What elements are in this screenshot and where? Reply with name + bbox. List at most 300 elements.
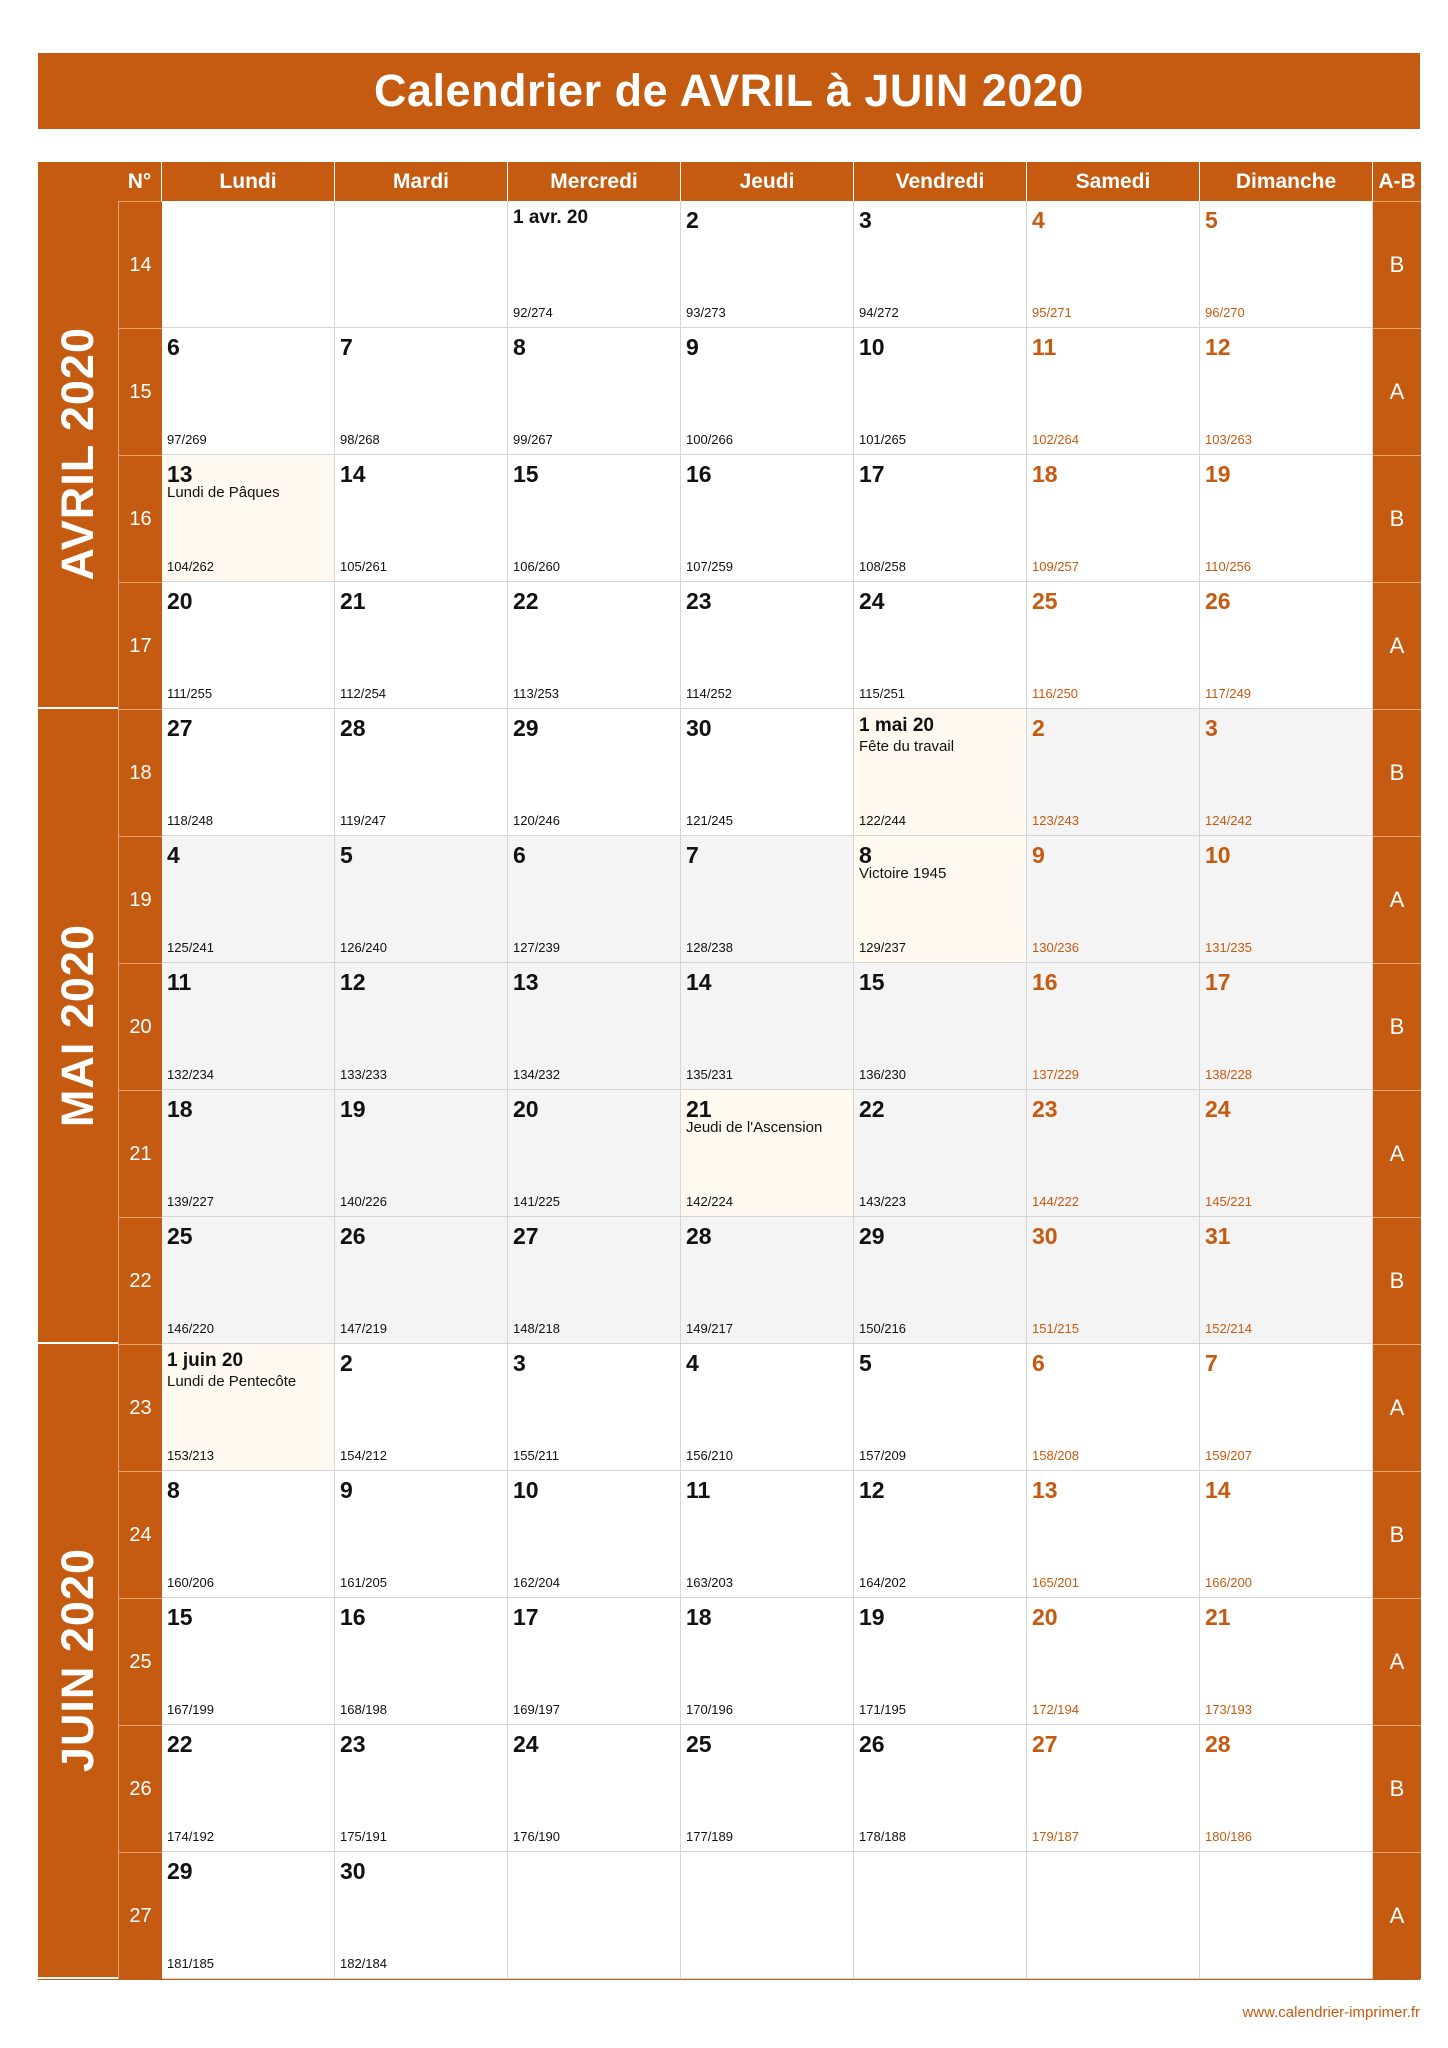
day-number: 30	[340, 1858, 366, 1884]
day-number: 20	[1032, 1604, 1058, 1630]
day-number: 25	[1032, 588, 1058, 614]
day-cell	[335, 836, 508, 963]
day-number: 22	[167, 1731, 193, 1757]
day-ordinal: 142/224	[686, 1194, 733, 1209]
header-week-number: N°	[118, 162, 162, 201]
day-number: 23	[1032, 1096, 1058, 1122]
day-ordinal: 136/230	[859, 1067, 906, 1082]
day-ordinal: 117/249	[1205, 686, 1252, 701]
month-label: AVRIL 2020	[52, 327, 103, 581]
day-number: 26	[340, 1223, 366, 1249]
day-cell	[1200, 709, 1373, 836]
ab-week-marker: A	[1373, 1090, 1421, 1217]
week-number: 21	[118, 1090, 162, 1217]
day-number: 1 mai 20	[859, 715, 934, 736]
day-ordinal: 166/200	[1205, 1575, 1252, 1590]
day-cell	[162, 1090, 335, 1217]
day-ordinal: 165/201	[1032, 1575, 1079, 1590]
day-number: 29	[513, 715, 539, 741]
week-number: 15	[118, 328, 162, 455]
day-ordinal: 93/273	[686, 305, 726, 320]
day-number: 10	[1205, 842, 1231, 868]
day-ordinal: 108/258	[859, 559, 906, 574]
day-number: 13	[1032, 1477, 1058, 1503]
day-number: 12	[1205, 334, 1231, 360]
day-number: 24	[1205, 1096, 1231, 1122]
month-band	[38, 1344, 118, 1979]
day-number: 14	[686, 969, 712, 995]
day-ordinal: 171/195	[859, 1702, 906, 1717]
day-number: 14	[340, 461, 366, 487]
day-ordinal: 97/269	[167, 432, 207, 447]
day-number: 10	[513, 1477, 539, 1503]
day-number: 21	[1205, 1604, 1231, 1630]
day-ordinal: 132/234	[167, 1067, 214, 1082]
day-number: 12	[859, 1477, 885, 1503]
day-cell	[1200, 1090, 1373, 1217]
day-cell	[162, 836, 335, 963]
day-ordinal: 170/196	[686, 1702, 733, 1717]
day-cell	[681, 582, 854, 709]
day-cell	[508, 1725, 681, 1852]
day-ordinal: 126/240	[340, 940, 387, 955]
header-day-sunday: Dimanche	[1200, 162, 1373, 201]
day-ordinal: 122/244	[859, 813, 906, 828]
day-number: 18	[686, 1604, 712, 1630]
day-number: 9	[686, 334, 699, 360]
day-ordinal: 129/237	[859, 940, 906, 955]
day-cell	[1027, 328, 1200, 455]
day-number: 7	[340, 334, 353, 360]
holiday-label: Jeudi de l'Ascension	[686, 1119, 823, 1136]
day-number: 11	[167, 969, 192, 995]
week-number: 16	[118, 455, 162, 582]
day-ordinal: 104/262	[167, 559, 214, 574]
day-cell	[335, 582, 508, 709]
day-number: 13	[513, 969, 539, 995]
week-number: 22	[118, 1217, 162, 1344]
header-day-wednesday: Mercredi	[508, 162, 681, 201]
ab-week-marker: B	[1373, 1725, 1421, 1852]
day-number: 28	[1205, 1731, 1231, 1757]
day-number: 30	[686, 715, 712, 741]
day-ordinal: 177/189	[686, 1829, 733, 1844]
day-number: 1 juin 20	[167, 1350, 244, 1371]
day-ordinal: 102/264	[1032, 432, 1079, 447]
month-band	[38, 201, 118, 709]
day-number: 22	[513, 588, 539, 614]
day-cell	[854, 1725, 1027, 1852]
day-number: 10	[859, 334, 885, 360]
day-cell	[508, 328, 681, 455]
day-number: 30	[1032, 1223, 1058, 1249]
day-cell	[681, 1598, 854, 1725]
day-cell	[854, 709, 1027, 836]
day-ordinal: 164/202	[859, 1575, 906, 1590]
day-ordinal: 127/239	[513, 940, 560, 955]
day-number: 23	[686, 588, 712, 614]
day-cell	[681, 1090, 854, 1217]
day-cell	[508, 1090, 681, 1217]
week-number: 26	[118, 1725, 162, 1852]
ab-week-marker: B	[1373, 455, 1421, 582]
day-number: 27	[167, 715, 193, 741]
day-number: 19	[1205, 461, 1231, 487]
day-cell	[335, 1598, 508, 1725]
ab-week-marker: A	[1373, 1598, 1421, 1725]
header-corner	[38, 162, 118, 201]
week-number: 18	[118, 709, 162, 836]
day-ordinal: 155/211	[513, 1448, 560, 1463]
day-number: 15	[167, 1604, 193, 1630]
empty-day-cell	[508, 1852, 681, 1979]
header-day-monday: Lundi	[162, 162, 335, 201]
day-ordinal: 143/223	[859, 1194, 906, 1209]
day-cell	[1200, 1344, 1373, 1471]
day-ordinal: 152/214	[1205, 1321, 1252, 1336]
day-number: 7	[1205, 1350, 1218, 1376]
day-cell	[508, 709, 681, 836]
day-ordinal: 153/213	[167, 1448, 214, 1463]
header-day-thursday: Jeudi	[681, 162, 854, 201]
day-cell	[854, 963, 1027, 1090]
holiday-label: Lundi de Pâques	[167, 484, 280, 501]
day-number: 5	[340, 842, 353, 868]
day-cell	[335, 1725, 508, 1852]
day-cell	[681, 328, 854, 455]
day-ordinal: 112/254	[340, 686, 387, 701]
day-ordinal: 123/243	[1032, 813, 1079, 828]
day-ordinal: 134/232	[513, 1067, 560, 1082]
day-ordinal: 160/206	[167, 1575, 214, 1590]
day-ordinal: 144/222	[1032, 1194, 1079, 1209]
day-number: 26	[1205, 588, 1231, 614]
day-ordinal: 118/248	[167, 813, 214, 828]
day-cell	[1200, 1598, 1373, 1725]
month-label: MAI 2020	[52, 923, 103, 1128]
month-label: JUIN 2020	[52, 1548, 103, 1773]
day-cell	[1027, 1090, 1200, 1217]
day-number: 25	[686, 1731, 712, 1757]
day-cell	[335, 328, 508, 455]
day-ordinal: 147/219	[340, 1321, 387, 1336]
ab-week-marker: A	[1373, 328, 1421, 455]
day-ordinal: 181/185	[167, 1956, 214, 1971]
day-ordinal: 173/193	[1205, 1702, 1252, 1717]
day-number: 13	[167, 461, 193, 487]
day-number: 14	[1205, 1477, 1231, 1503]
day-ordinal: 150/216	[859, 1321, 906, 1336]
ab-week-marker: A	[1373, 1344, 1421, 1471]
day-number: 20	[167, 588, 193, 614]
day-cell	[854, 1344, 1027, 1471]
day-number: 15	[513, 461, 539, 487]
day-cell	[854, 1217, 1027, 1344]
day-ordinal: 159/207	[1205, 1448, 1252, 1463]
day-cell	[681, 709, 854, 836]
day-cell	[508, 1344, 681, 1471]
day-cell	[1200, 1725, 1373, 1852]
day-number: 9	[1032, 842, 1045, 868]
day-ordinal: 146/220	[167, 1321, 214, 1336]
day-cell	[1027, 582, 1200, 709]
day-ordinal: 175/191	[340, 1829, 387, 1844]
day-ordinal: 107/259	[686, 559, 733, 574]
day-cell	[681, 1344, 854, 1471]
day-cell	[854, 1471, 1027, 1598]
day-number: 8	[859, 842, 872, 868]
ab-week-marker: A	[1373, 1852, 1421, 1979]
day-number: 3	[513, 1350, 526, 1376]
day-number: 6	[167, 334, 180, 360]
day-ordinal: 109/257	[1032, 559, 1079, 574]
day-number: 8	[167, 1477, 180, 1503]
holiday-label: Victoire 1945	[859, 865, 947, 882]
day-number: 4	[167, 842, 180, 868]
day-ordinal: 151/215	[1032, 1321, 1079, 1336]
day-ordinal: 99/267	[513, 432, 553, 447]
day-ordinal: 100/266	[686, 432, 733, 447]
day-cell	[508, 455, 681, 582]
day-ordinal: 179/187	[1032, 1829, 1079, 1844]
day-cell	[1027, 455, 1200, 582]
day-ordinal: 169/197	[513, 1702, 560, 1717]
day-cell	[854, 1090, 1027, 1217]
day-number: 11	[686, 1477, 711, 1503]
day-ordinal: 119/247	[340, 813, 387, 828]
day-ordinal: 148/218	[513, 1321, 560, 1336]
day-cell	[162, 1852, 335, 1979]
day-number: 21	[340, 588, 366, 614]
day-cell	[854, 582, 1027, 709]
day-cell	[854, 201, 1027, 328]
day-ordinal: 145/221	[1205, 1194, 1252, 1209]
day-number: 28	[340, 715, 366, 741]
day-number: 4	[1032, 207, 1045, 233]
day-number: 5	[859, 1350, 872, 1376]
day-cell	[162, 963, 335, 1090]
day-number: 25	[167, 1223, 193, 1249]
page-title: Calendrier de AVRIL à JUIN 2020	[38, 53, 1420, 129]
day-cell	[1200, 963, 1373, 1090]
ab-week-marker: B	[1373, 201, 1421, 328]
day-cell	[681, 1217, 854, 1344]
day-ordinal: 172/194	[1032, 1702, 1079, 1717]
day-cell	[681, 455, 854, 582]
day-ordinal: 115/251	[859, 686, 906, 701]
day-ordinal: 168/198	[340, 1702, 387, 1717]
day-ordinal: 149/217	[686, 1321, 733, 1336]
day-ordinal: 182/184	[340, 1956, 387, 1971]
empty-day-cell	[335, 201, 508, 328]
day-number: 12	[340, 969, 366, 995]
day-number: 6	[513, 842, 526, 868]
day-number: 19	[859, 1604, 885, 1630]
day-cell	[335, 963, 508, 1090]
day-number: 29	[167, 1858, 193, 1884]
day-number: 17	[1205, 969, 1231, 995]
day-number: 29	[859, 1223, 885, 1249]
day-cell	[1200, 201, 1373, 328]
day-cell	[1200, 1471, 1373, 1598]
empty-day-cell	[854, 1852, 1027, 1979]
day-cell	[508, 1598, 681, 1725]
day-cell	[162, 709, 335, 836]
header-ab: A-B	[1373, 162, 1421, 201]
day-cell	[854, 328, 1027, 455]
day-cell	[681, 1725, 854, 1852]
footer-website[interactable]: www.calendrier-imprimer.fr	[1242, 2004, 1420, 2021]
day-number: 2	[686, 207, 699, 233]
day-cell	[335, 1217, 508, 1344]
day-ordinal: 180/186	[1205, 1829, 1252, 1844]
header-day-friday: Vendredi	[854, 162, 1027, 201]
day-ordinal: 92/274	[513, 305, 553, 320]
day-cell	[335, 709, 508, 836]
day-number: 28	[686, 1223, 712, 1249]
day-cell	[162, 328, 335, 455]
day-cell	[1200, 582, 1373, 709]
day-ordinal: 121/245	[686, 813, 733, 828]
day-ordinal: 158/208	[1032, 1448, 1079, 1463]
day-cell	[1027, 201, 1200, 328]
day-cell	[162, 1471, 335, 1598]
day-cell	[681, 836, 854, 963]
day-ordinal: 95/271	[1032, 305, 1072, 320]
day-number: 23	[340, 1731, 366, 1757]
day-ordinal: 105/261	[340, 559, 387, 574]
day-number: 17	[859, 461, 885, 487]
day-ordinal: 156/210	[686, 1448, 733, 1463]
day-ordinal: 111/255	[167, 686, 213, 701]
week-number: 25	[118, 1598, 162, 1725]
day-ordinal: 163/203	[686, 1575, 733, 1590]
day-number: 19	[340, 1096, 366, 1122]
holiday-label: Fête du travail	[859, 738, 955, 755]
empty-day-cell	[1027, 1852, 1200, 1979]
day-ordinal: 125/241	[167, 940, 214, 955]
day-cell	[162, 1598, 335, 1725]
day-number: 20	[513, 1096, 539, 1122]
empty-day-cell	[1200, 1852, 1373, 1979]
day-cell	[1027, 1725, 1200, 1852]
day-ordinal: 162/204	[513, 1575, 560, 1590]
day-ordinal: 157/209	[859, 1448, 906, 1463]
ab-week-marker: B	[1373, 1471, 1421, 1598]
ab-week-marker: B	[1373, 709, 1421, 836]
day-number: 18	[1032, 461, 1058, 487]
day-ordinal: 103/263	[1205, 432, 1252, 447]
day-ordinal: 116/250	[1032, 686, 1079, 701]
day-ordinal: 120/246	[513, 813, 560, 828]
day-cell	[335, 455, 508, 582]
empty-day-cell	[162, 201, 335, 328]
day-cell	[1200, 836, 1373, 963]
day-number: 16	[340, 1604, 366, 1630]
day-number: 17	[513, 1604, 539, 1630]
day-ordinal: 141/225	[513, 1194, 560, 1209]
day-cell	[335, 1090, 508, 1217]
day-cell	[335, 1852, 508, 1979]
day-number: 24	[859, 588, 885, 614]
day-cell	[854, 836, 1027, 963]
day-cell	[335, 1344, 508, 1471]
day-ordinal: 174/192	[167, 1829, 214, 1844]
ab-week-marker: B	[1373, 963, 1421, 1090]
week-number: 24	[118, 1471, 162, 1598]
day-number: 5	[1205, 207, 1218, 233]
day-number: 24	[513, 1731, 539, 1757]
ab-week-marker: A	[1373, 836, 1421, 963]
day-ordinal: 137/229	[1032, 1067, 1079, 1082]
day-ordinal: 124/242	[1205, 813, 1252, 828]
day-ordinal: 133/233	[340, 1067, 387, 1082]
day-cell	[162, 455, 335, 582]
day-ordinal: 154/212	[340, 1448, 387, 1463]
day-number: 9	[340, 1477, 353, 1503]
day-number: 31	[1205, 1223, 1231, 1249]
day-ordinal: 114/252	[686, 686, 733, 701]
day-cell	[508, 582, 681, 709]
day-ordinal: 130/236	[1032, 940, 1079, 955]
day-number: 18	[167, 1096, 193, 1122]
day-cell	[1027, 1471, 1200, 1598]
day-ordinal: 138/228	[1205, 1067, 1252, 1082]
day-cell	[508, 963, 681, 1090]
day-number: 26	[859, 1731, 885, 1757]
month-band	[38, 709, 118, 1344]
day-cell	[162, 1217, 335, 1344]
day-ordinal: 128/238	[686, 940, 733, 955]
week-number: 20	[118, 963, 162, 1090]
day-number: 1 avr. 20	[513, 207, 589, 228]
week-number: 27	[118, 1852, 162, 1979]
day-ordinal: 98/268	[340, 432, 380, 447]
day-cell	[1200, 328, 1373, 455]
day-number: 4	[686, 1350, 699, 1376]
day-cell	[1027, 1344, 1200, 1471]
day-ordinal: 161/205	[340, 1575, 387, 1590]
day-ordinal: 94/272	[859, 305, 899, 320]
week-number: 19	[118, 836, 162, 963]
day-cell	[1027, 709, 1200, 836]
holiday-label: Lundi de Pentecôte	[167, 1373, 297, 1390]
day-ordinal: 110/256	[1205, 559, 1252, 574]
day-ordinal: 101/265	[859, 432, 906, 447]
day-cell	[681, 201, 854, 328]
day-cell	[508, 1217, 681, 1344]
day-number: 11	[1032, 334, 1057, 360]
day-number: 27	[1032, 1731, 1058, 1757]
day-ordinal: 167/199	[167, 1702, 214, 1717]
day-number: 27	[513, 1223, 539, 1249]
ab-week-marker: B	[1373, 1217, 1421, 1344]
day-cell	[162, 1725, 335, 1852]
day-ordinal: 96/270	[1205, 305, 1245, 320]
day-number: 15	[859, 969, 885, 995]
day-cell	[335, 1471, 508, 1598]
day-ordinal: 113/253	[513, 686, 560, 701]
day-number: 22	[859, 1096, 885, 1122]
empty-day-cell	[681, 1852, 854, 1979]
day-cell	[508, 836, 681, 963]
week-number: 23	[118, 1344, 162, 1471]
day-cell	[681, 963, 854, 1090]
day-ordinal: 176/190	[513, 1829, 560, 1844]
day-ordinal: 140/226	[340, 1194, 387, 1209]
day-ordinal: 139/227	[167, 1194, 214, 1209]
day-cell	[1027, 1598, 1200, 1725]
